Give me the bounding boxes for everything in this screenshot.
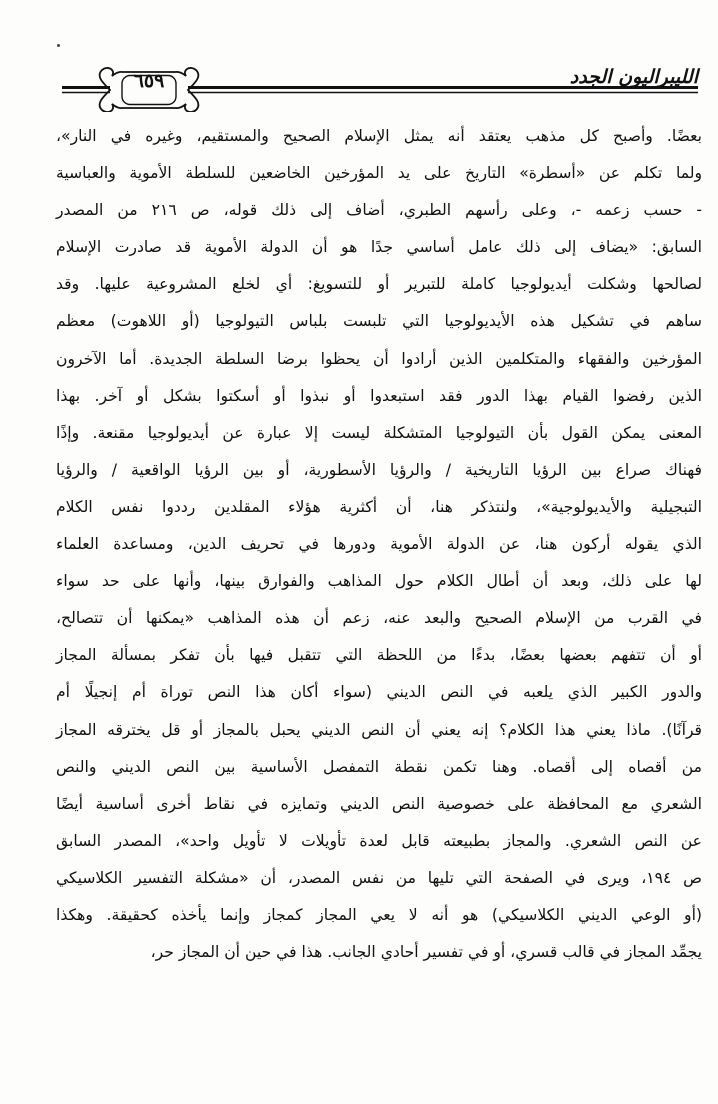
text-line: - حسب زعمه -، وعلى رأسهم الطبري، أضاف إلى ذلك قوله، ص ٢١٦ من المصدر <box>56 201 702 220</box>
text-line: قرآنًا). ماذا يعني هذا الكلام؟ إنه يعني أن النص الديني يحبل بالمجاز أو قل يخترقه المجاز <box>56 720 702 739</box>
text-line: الذين رفضوا القيام بهذا الدور فقد استبعدوا أو نبذوا أو أسكتوا بشكل أو آخر. بهذا <box>56 386 702 405</box>
text-line: لصالحها وشكلت أيديولوجيا كاملة للتبرير أو للتسويغ: أي لخلع المشروعية عليها. وقد <box>56 275 702 294</box>
text-line: السابق: «يضاف إلى ذلك عامل أساسي جدًا هو أن الدولة الأموية قد صادرت الإسلام <box>56 238 702 257</box>
text-line: في القرب من الإسلام الصحيح والبعد عنه، زعم أن هذه المذاهب «يمكنها أن تتصالح، <box>56 609 702 628</box>
text-line: فهناك صراع بين الرؤيا التاريخية / والرؤيا الأسطورية، أو بين الرؤيا الواقعية / والرؤيا <box>56 460 702 479</box>
text-line: يجمِّد المجاز في قالب قسري، أو في تفسير أحادي الجانب. هذا في حين أن المجاز حر، <box>150 943 702 962</box>
text-line: ساهم في تشكيل هذه الأيديولوجيا التي تلبست بلباس التيولوجيا (أو اللاهوت) معظم <box>56 312 702 331</box>
text-line: المؤرخين والفقهاء والمتكلمين الذين أرادوا أن يحظوا برضا السلطة الجديدة. أما الآخرون <box>56 349 702 368</box>
text-line: والدور الكبير الذي يلعبه في النص الديني (سواء أكان هذا النص توراة أم إنجيلًا أم <box>56 683 702 702</box>
text-line: لها على ذلك، وبعد أن أطال الكلام حول المذاهب والفوارق بينها، وأنها على حد سواء <box>56 572 702 591</box>
text-line: أو أن تتفهم بعضها بعضًا، بدءًا من اللحظة التي تتقبل فيها بأن تفكر بمسألة المجاز <box>56 646 702 665</box>
text-line: الشعري مع المحافظة على خصوصية النص الديني وتمايزه في نقاط أخرى أساسية أيضًا <box>56 794 702 813</box>
print-speck <box>57 44 60 47</box>
text-line: ولما تكلم عن «أسطرة» التاريخ على يد المؤرخين الخاضعين للسلطة الأموية والعباسية <box>56 164 702 183</box>
text-line: من أقصاه إلى أقصاه. وهنا تكمن نقطة التمفصل الأساسية بين النص الديني والنص <box>56 757 702 776</box>
running-title: الليبراليون الجدد <box>569 66 698 88</box>
text-line: بعضًا. وأصبح كل مذهب يعتقد أنه يمثل الإسلام الصحيح والمستقيم، وغيره في النار»، <box>56 127 702 145</box>
page-number: ٦٥٩ <box>133 70 165 92</box>
text-line: المعنى يمكن القول بأن التيولوجيا المتشكلة ليست إلا عبارة عن أيديولوجيا مقنعة. وإذًا <box>56 423 702 442</box>
text-line: (أو الوعي الديني الكلاسيكي) هو أنه لا يعي المجاز كمجاز وإنما يأخذه كحقيقة. وهكذا <box>56 905 702 924</box>
text-line: التبجيلية والأيديولوجية»، ولنتذكر هنا، أن أكثرية هؤلاء المقلدين رددوا نفس الكلام <box>56 497 702 516</box>
body-text <box>56 118 702 971</box>
text-line: ص ١٩٤، ويرى في الصفحة التي تليها من نفس المصدر، أن «مشكلة التفسير الكلاسيكي <box>56 868 703 887</box>
text-line: الذي يقوله أركون هنا، عن الدولة الأموية ودورها في تحريف الدين، ومساعدة العلماء <box>56 535 702 554</box>
page-header <box>62 62 698 112</box>
text-line: عن النص الشعري. والمجاز بطبيعته قابل لعدة تأويلات لا تأويل واحد»، المصدر السابق <box>56 831 702 850</box>
